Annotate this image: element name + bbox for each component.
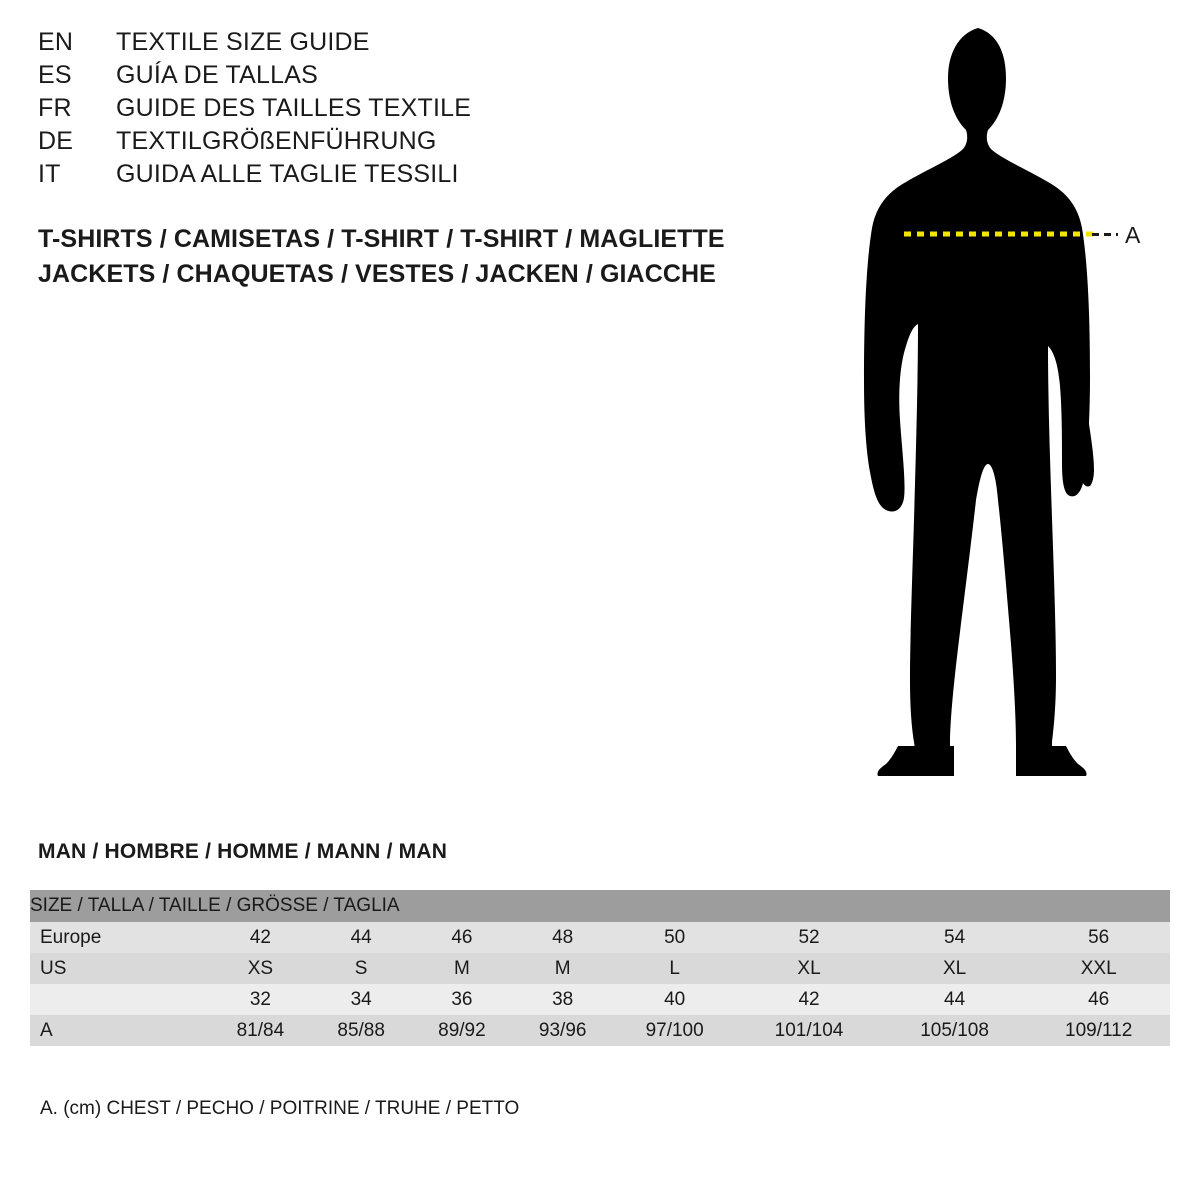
row-label: Europe bbox=[30, 922, 210, 953]
cell: 32 bbox=[210, 984, 311, 1015]
language-text: TEXTILGRÖßENFÜHRUNG bbox=[116, 127, 437, 155]
cell: 89/92 bbox=[412, 1015, 513, 1046]
cell: 44 bbox=[311, 922, 412, 953]
cell: 52 bbox=[736, 922, 882, 953]
language-code: IT bbox=[38, 160, 61, 188]
language-code: DE bbox=[38, 127, 74, 155]
table-title: MAN / HOMBRE / HOMME / MANN / MAN bbox=[38, 840, 448, 863]
language-code: EN bbox=[38, 28, 74, 56]
language-row-de bbox=[38, 127, 758, 160]
language-text: TEXTILE SIZE GUIDE bbox=[116, 28, 370, 56]
language-list bbox=[38, 28, 758, 193]
cell: 38 bbox=[512, 984, 613, 1015]
table-row bbox=[30, 922, 1170, 953]
language-code: ES bbox=[38, 61, 72, 89]
silhouette-icon bbox=[830, 20, 1170, 780]
cell: 44 bbox=[882, 984, 1028, 1015]
language-row-en bbox=[38, 28, 758, 61]
cell: 54 bbox=[882, 922, 1028, 953]
category-tshirts: T-SHIRTS / CAMISETAS / T-SHIRT / T-SHIRT / MAGLIETTE bbox=[38, 225, 725, 253]
cell: 97/100 bbox=[613, 1015, 736, 1046]
row-label bbox=[30, 984, 210, 1015]
cell: XS bbox=[210, 953, 311, 984]
table-row bbox=[30, 1015, 1170, 1046]
cell: 46 bbox=[412, 922, 513, 953]
language-code: FR bbox=[38, 94, 72, 122]
cell: 56 bbox=[1027, 922, 1170, 953]
category-jackets: JACKETS / CHAQUETAS / VESTES / JACKEN / GIACCHE bbox=[38, 260, 716, 288]
table-header-row bbox=[30, 890, 1170, 922]
category-list bbox=[38, 222, 798, 292]
cell: XL bbox=[882, 953, 1028, 984]
chest-measure-line bbox=[900, 226, 1100, 242]
cell: S bbox=[311, 953, 412, 984]
footnote: A. (cm) CHEST / PECHO / POITRINE / TRUHE / PETTO bbox=[40, 1098, 520, 1119]
cell: 34 bbox=[311, 984, 412, 1015]
size-table bbox=[30, 890, 1170, 1046]
cell: XXL bbox=[1027, 953, 1170, 984]
cell: M bbox=[412, 953, 513, 984]
body-silhouette-figure bbox=[830, 20, 1170, 780]
cell: 48 bbox=[512, 922, 613, 953]
language-text: GUÍA DE TALLAS bbox=[116, 61, 318, 89]
language-row-es bbox=[38, 61, 758, 94]
language-text: GUIDE DES TAILLES TEXTILE bbox=[116, 94, 472, 122]
cell: 42 bbox=[210, 922, 311, 953]
cell: XL bbox=[736, 953, 882, 984]
measure-leader-dashes bbox=[1092, 233, 1118, 236]
cell: 81/84 bbox=[210, 1015, 311, 1046]
cell: 50 bbox=[613, 922, 736, 953]
cell: 101/104 bbox=[736, 1015, 882, 1046]
cell: 40 bbox=[613, 984, 736, 1015]
cell: 85/88 bbox=[311, 1015, 412, 1046]
language-row-it bbox=[38, 160, 758, 193]
row-label: US bbox=[30, 953, 210, 984]
table-row bbox=[30, 984, 1170, 1015]
cell: 36 bbox=[412, 984, 513, 1015]
row-label: A bbox=[30, 1015, 210, 1046]
cell: 93/96 bbox=[512, 1015, 613, 1046]
measure-label-a: A bbox=[1125, 222, 1141, 248]
table-header-label: SIZE / TALLA / TAILLE / GRÖSSE / TAGLIA bbox=[30, 890, 1170, 922]
cell: 46 bbox=[1027, 984, 1170, 1015]
language-row-fr bbox=[38, 94, 758, 127]
cell: 42 bbox=[736, 984, 882, 1015]
cell: M bbox=[512, 953, 613, 984]
table-row bbox=[30, 953, 1170, 984]
cell: 105/108 bbox=[882, 1015, 1028, 1046]
cell: L bbox=[613, 953, 736, 984]
cell: 109/112 bbox=[1027, 1015, 1170, 1046]
language-text: GUIDA ALLE TAGLIE TESSILI bbox=[116, 160, 459, 188]
